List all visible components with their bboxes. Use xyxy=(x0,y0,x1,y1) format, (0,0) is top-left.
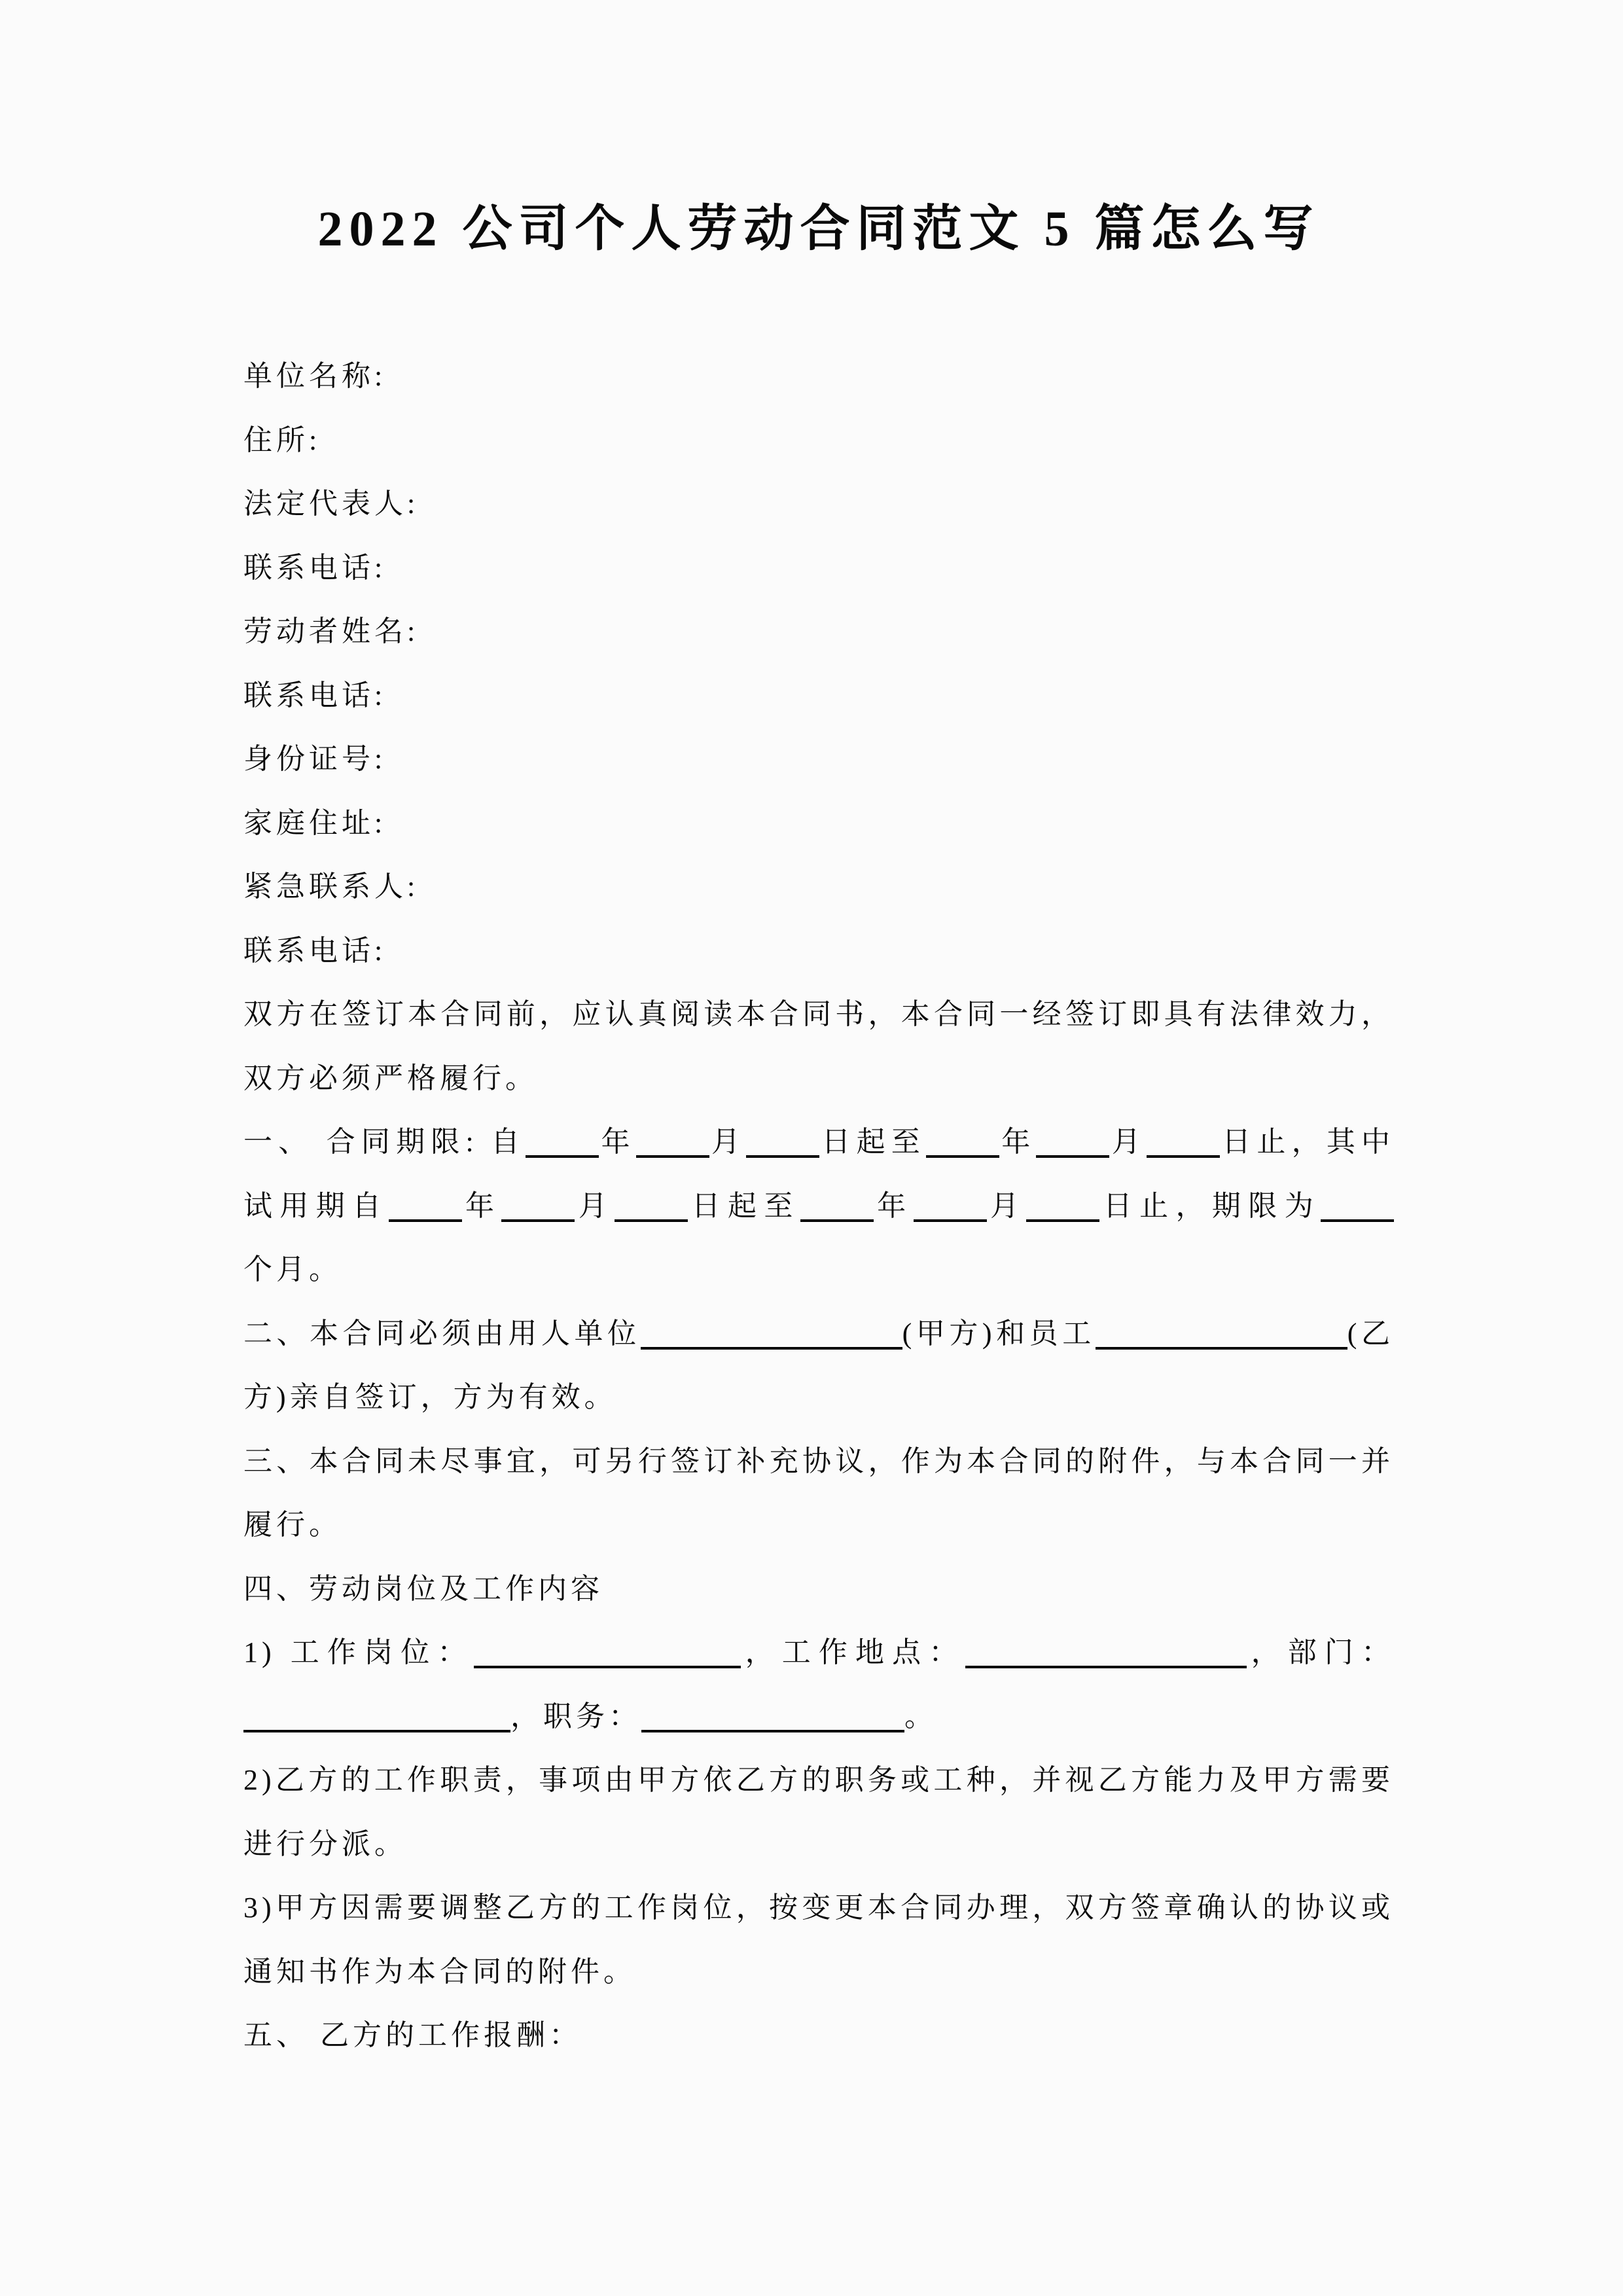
document-line xyxy=(243,2003,1394,2068)
text-run: 紧急联系人: xyxy=(243,870,419,903)
text-run: (甲方)和员工 xyxy=(902,1317,1096,1350)
document-line xyxy=(243,1876,1394,1940)
blank-field xyxy=(914,1219,987,1222)
text-run: 单位名称: xyxy=(243,360,387,392)
text-run: 日止，期限为 xyxy=(1099,1189,1321,1222)
text-run: 2)乙方的工作职责，事项由甲方依乙方的职务或工种，并视乙方能力及甲方需要 xyxy=(243,1764,1394,1796)
blank-field xyxy=(1036,1155,1109,1158)
document-line xyxy=(243,791,1394,855)
text-run: 家庭住址: xyxy=(243,806,387,839)
document-line xyxy=(243,1047,1394,1111)
text-run: 日起至 xyxy=(688,1189,800,1222)
text-run: 日止，其中 xyxy=(1219,1126,1395,1158)
text-run: 。 xyxy=(904,1700,937,1732)
document-line xyxy=(243,1621,1394,1685)
text-run: 年 xyxy=(999,1126,1037,1158)
text-run: 通知书作为本合同的附件。 xyxy=(243,1955,636,1988)
text-run: 一、 合同期限: 自 xyxy=(243,1126,526,1158)
document-line xyxy=(243,472,1394,536)
document-line xyxy=(243,664,1394,728)
document-line xyxy=(243,1812,1394,1876)
text-run: 月 xyxy=(709,1126,747,1158)
text-run: 法定代表人: xyxy=(243,488,419,520)
blank-field xyxy=(1026,1219,1099,1222)
document-line xyxy=(243,1365,1394,1429)
text-run: 个月。 xyxy=(243,1253,342,1285)
text-run: 履行。 xyxy=(243,1509,342,1541)
blank-field xyxy=(965,1665,1247,1668)
text-run: 双方必须严格履行。 xyxy=(243,1062,538,1094)
text-run: 年 xyxy=(873,1189,914,1222)
document-line xyxy=(243,408,1394,473)
blank-field xyxy=(1096,1346,1347,1350)
text-run: 联系电话: xyxy=(243,551,387,584)
blank-field xyxy=(1147,1155,1220,1158)
blank-field xyxy=(526,1155,599,1158)
document-line xyxy=(243,1110,1394,1174)
text-run: 劳动者姓名: xyxy=(243,615,419,647)
document-line xyxy=(243,1429,1394,1494)
blank-field xyxy=(389,1219,462,1222)
blank-field xyxy=(746,1155,819,1158)
text-run: ，部门： xyxy=(1247,1636,1395,1668)
document-content xyxy=(243,196,1394,2068)
text-run: 三、本合同未尽事宜，可另行签订补充协议，作为本合同的附件，与本合同一并 xyxy=(243,1444,1394,1477)
text-run: 五、 乙方的工作报酬： xyxy=(243,2019,582,2051)
document-line xyxy=(243,1302,1394,1366)
text-run: ，工作地点： xyxy=(741,1636,966,1668)
text-run: 联系电话: xyxy=(243,679,387,711)
text-run: 年 xyxy=(599,1126,636,1158)
document-line xyxy=(243,982,1394,1047)
text-run: 月 xyxy=(986,1189,1027,1222)
text-run: 1) 工作岗位： xyxy=(243,1636,474,1668)
blank-field xyxy=(641,1346,902,1350)
document-line xyxy=(243,1174,1394,1238)
blank-field xyxy=(926,1155,999,1158)
document-line xyxy=(243,344,1394,408)
document-line xyxy=(243,1748,1394,1812)
blank-field xyxy=(800,1219,874,1222)
text-run: 日起至 xyxy=(819,1126,927,1158)
document-line xyxy=(243,536,1394,600)
text-run: 身份证号: xyxy=(243,743,387,775)
blank-field xyxy=(243,1729,510,1732)
text-run: 3)甲方因需要调整乙方的工作岗位，按变更本合同办理，双方签章确认的协议或 xyxy=(243,1892,1394,1924)
text-run: 双方在签订本合同前，应认真阅读本合同书，本合同一经签订即具有法律效力， xyxy=(243,998,1394,1030)
text-run: ，职务： xyxy=(510,1700,641,1732)
document-line xyxy=(243,1557,1394,1621)
document-body xyxy=(243,344,1394,2068)
text-run: 住所: xyxy=(243,423,321,456)
text-run: (乙 xyxy=(1347,1317,1395,1350)
blank-field xyxy=(501,1219,575,1222)
blank-field xyxy=(615,1219,688,1222)
blank-field xyxy=(636,1155,709,1158)
document-line xyxy=(243,1493,1394,1557)
document-line xyxy=(243,919,1394,983)
text-run: 二、本合同必须由用人单位 xyxy=(243,1317,641,1350)
text-run: 四、劳动岗位及工作内容 xyxy=(243,1572,603,1605)
text-run: 年 xyxy=(461,1189,502,1222)
document-line xyxy=(243,1940,1394,2004)
document-line xyxy=(243,600,1394,664)
document-line xyxy=(243,855,1394,919)
document-line xyxy=(243,727,1394,791)
text-run: 试用期自 xyxy=(243,1189,389,1222)
text-run: 月 xyxy=(575,1189,615,1222)
blank-field xyxy=(641,1729,904,1732)
text-run: 方)亲自签订，方为有效。 xyxy=(243,1381,617,1413)
page-title: 2022 公司个人劳动合同范文 5 篇怎么写 xyxy=(317,202,1320,257)
blank-field xyxy=(1321,1219,1394,1222)
text-run: 进行分派。 xyxy=(243,1827,407,1860)
text-run: 联系电话: xyxy=(243,934,387,967)
text-run: 月 xyxy=(1109,1126,1147,1158)
document-line xyxy=(243,1238,1394,1302)
blank-field xyxy=(474,1665,741,1668)
document-line xyxy=(243,1685,1394,1749)
